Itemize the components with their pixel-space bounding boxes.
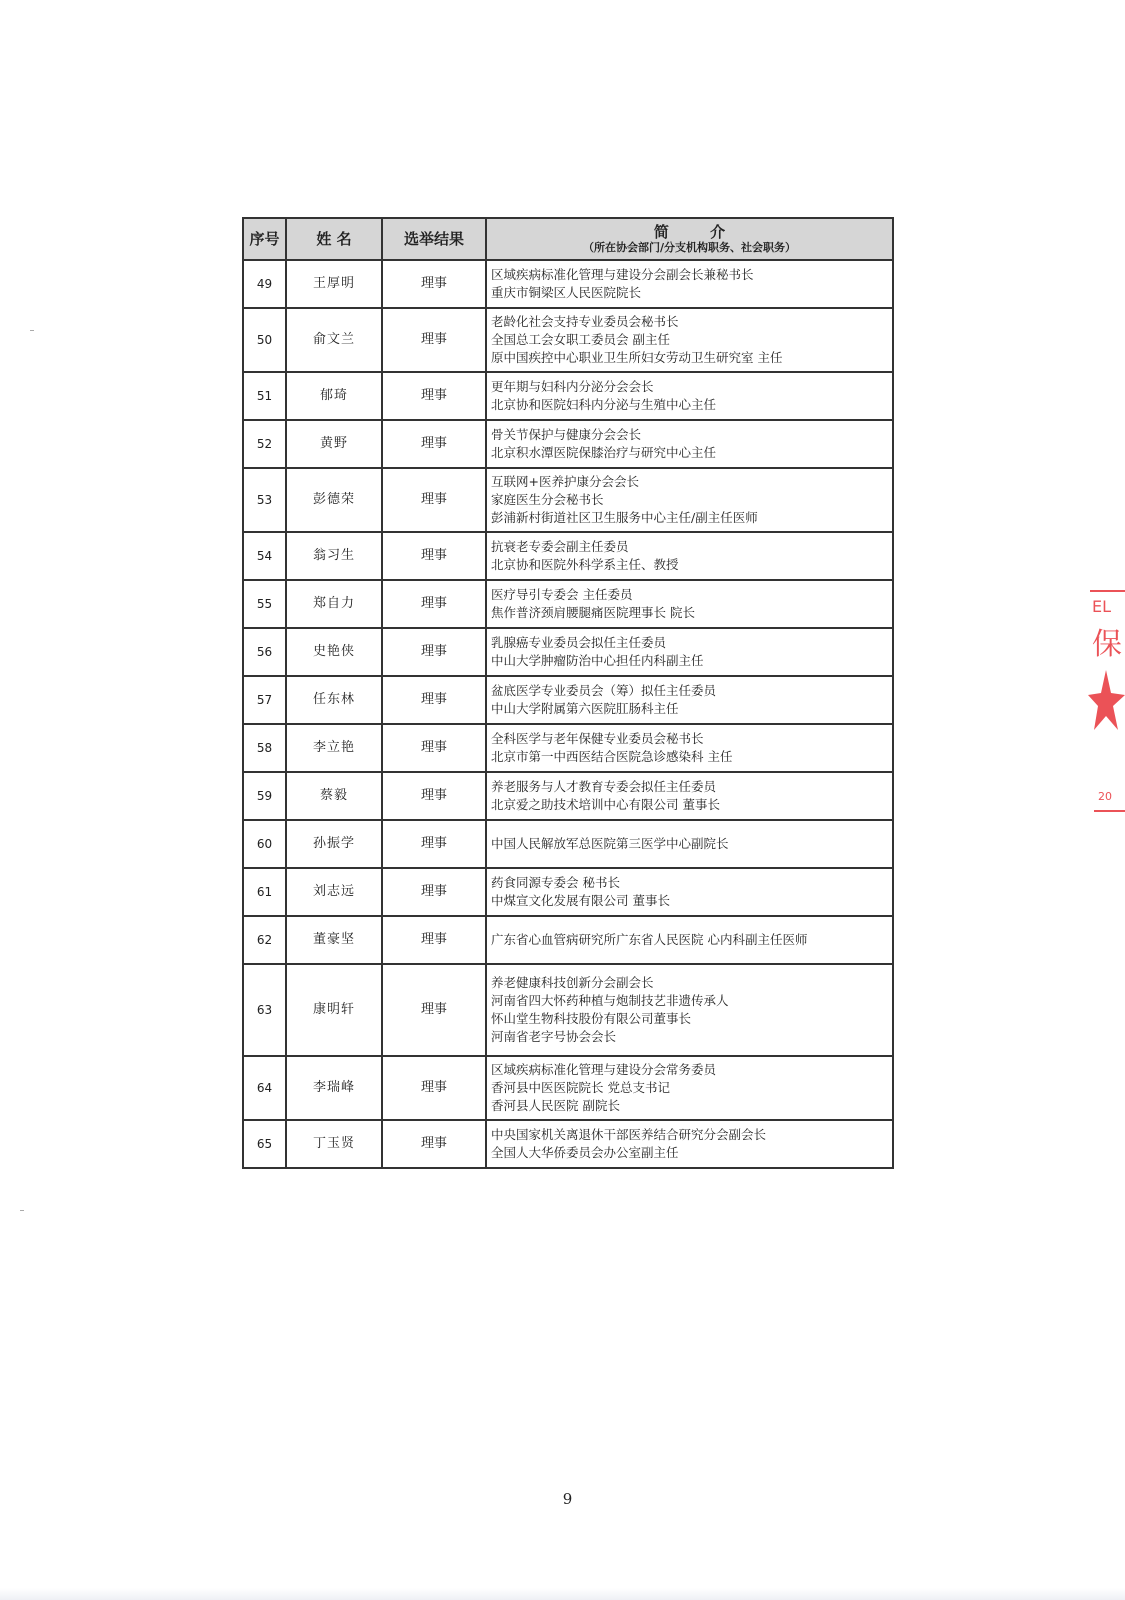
member-intro bbox=[486, 772, 893, 820]
member-name: 蔡毅 bbox=[286, 772, 382, 820]
election-result: 理事 bbox=[382, 964, 486, 1056]
table-row bbox=[243, 1120, 893, 1168]
election-result: 理事 bbox=[382, 260, 486, 308]
seal-character: 保 bbox=[1092, 627, 1122, 662]
scan-edge bbox=[0, 1588, 1125, 1600]
intro-line: 骨关节保护与健康分会会长 bbox=[491, 427, 642, 442]
intro-line: 全国总工会女职工委员会 副主任 bbox=[491, 332, 670, 347]
election-result: 理事 bbox=[382, 772, 486, 820]
intro-line: 重庆市铜梁区人民医院院长 bbox=[491, 285, 642, 300]
header-name: 姓 名 bbox=[286, 218, 382, 260]
election-result: 理事 bbox=[382, 372, 486, 420]
member-name: 刘志远 bbox=[286, 868, 382, 916]
intro-line: 家庭医生分会秘书长 bbox=[491, 492, 604, 507]
table-body bbox=[243, 260, 893, 1168]
member-name: 李立艳 bbox=[286, 724, 382, 772]
header-intro bbox=[486, 218, 893, 260]
table-row bbox=[243, 964, 893, 1056]
seal-year: 20 bbox=[1098, 790, 1112, 803]
table-row bbox=[243, 868, 893, 916]
row-number: 52 bbox=[243, 420, 286, 468]
header-result: 选举结果 bbox=[382, 218, 486, 260]
member-intro bbox=[486, 820, 893, 868]
intro-line: 抗衰老专委会副主任委员 bbox=[491, 539, 629, 554]
row-number: 51 bbox=[243, 372, 286, 420]
intro-line: 北京市第一中西医结合医院急诊感染科 主任 bbox=[491, 749, 733, 764]
table-row bbox=[243, 820, 893, 868]
election-result: 理事 bbox=[382, 1120, 486, 1168]
header-intro-sub: （所在协会部门/分支机构职务、社会职务） bbox=[582, 241, 797, 254]
seal-star-icon bbox=[1088, 670, 1125, 730]
table-row bbox=[243, 308, 893, 372]
row-number: 65 bbox=[243, 1120, 286, 1168]
table-row bbox=[243, 1056, 893, 1120]
row-number: 63 bbox=[243, 964, 286, 1056]
election-result: 理事 bbox=[382, 628, 486, 676]
intro-line: 药食同源专委会 秘书长 bbox=[491, 875, 620, 890]
member-name: 任东林 bbox=[286, 676, 382, 724]
row-number: 58 bbox=[243, 724, 286, 772]
member-intro bbox=[486, 260, 893, 308]
member-intro bbox=[486, 308, 893, 372]
seal-bottom-bar bbox=[1094, 810, 1125, 812]
election-result: 理事 bbox=[382, 532, 486, 580]
intro-line: 互联网+医养护康分会会长 bbox=[491, 474, 639, 489]
election-result: 理事 bbox=[382, 868, 486, 916]
member-intro bbox=[486, 676, 893, 724]
member-name: 彭德荣 bbox=[286, 468, 382, 532]
election-result: 理事 bbox=[382, 724, 486, 772]
intro-line: 原中国疾控中心职业卫生所妇女劳动卫生研究室 主任 bbox=[491, 350, 783, 365]
member-name: 郁琦 bbox=[286, 372, 382, 420]
member-name: 黄野 bbox=[286, 420, 382, 468]
table-row bbox=[243, 420, 893, 468]
table-row bbox=[243, 260, 893, 308]
intro-line: 香河县人民医院 副院长 bbox=[491, 1098, 620, 1113]
intro-line: 区域疾病标准化管理与建设分会常务委员 bbox=[491, 1062, 717, 1077]
red-seal-stamp bbox=[1088, 590, 1125, 830]
row-number: 50 bbox=[243, 308, 286, 372]
intro-line: 全国人大华侨委员会办公室副主任 bbox=[491, 1145, 679, 1160]
table-row bbox=[243, 468, 893, 532]
table-row bbox=[243, 628, 893, 676]
member-intro bbox=[486, 628, 893, 676]
table-row bbox=[243, 772, 893, 820]
member-name: 史艳侠 bbox=[286, 628, 382, 676]
row-number: 60 bbox=[243, 820, 286, 868]
member-intro bbox=[486, 420, 893, 468]
member-intro bbox=[486, 468, 893, 532]
intro-line: 北京协和医院妇科内分泌与生殖中心主任 bbox=[491, 397, 717, 412]
member-intro bbox=[486, 532, 893, 580]
intro-line: 盆底医学专业委员会（筹）拟任主任委员 bbox=[491, 683, 717, 698]
scan-speck bbox=[30, 330, 34, 331]
member-intro bbox=[486, 372, 893, 420]
election-result: 理事 bbox=[382, 916, 486, 964]
intro-line: 养老健康科技创新分会副会长 bbox=[491, 975, 654, 990]
election-result: 理事 bbox=[382, 468, 486, 532]
intro-line: 香河县中医医院院长 党总支书记 bbox=[491, 1080, 670, 1095]
election-result: 理事 bbox=[382, 1056, 486, 1120]
intro-line: 医疗导引专委会 主任委员 bbox=[491, 587, 633, 602]
election-result: 理事 bbox=[382, 420, 486, 468]
member-intro bbox=[486, 1056, 893, 1120]
member-name: 康明轩 bbox=[286, 964, 382, 1056]
row-number: 62 bbox=[243, 916, 286, 964]
intro-line: 北京协和医院外科学系主任、教授 bbox=[491, 557, 679, 572]
intro-line: 区域疾病标准化管理与建设分会副会长兼秘书长 bbox=[491, 267, 754, 282]
row-number: 55 bbox=[243, 580, 286, 628]
row-number: 49 bbox=[243, 260, 286, 308]
intro-line: 养老服务与人才教育专委会拟任主任委员 bbox=[491, 779, 717, 794]
intro-line: 北京积水潭医院保膝治疗与研究中心主任 bbox=[491, 445, 717, 460]
intro-line: 中煤宣文化发展有限公司 董事长 bbox=[491, 893, 670, 908]
election-result: 理事 bbox=[382, 308, 486, 372]
intro-line: 全科医学与老年保健专业委员会秘书长 bbox=[491, 731, 704, 746]
table-row bbox=[243, 916, 893, 964]
table-row bbox=[243, 724, 893, 772]
intro-line: 怀山堂生物科技股份有限公司董事长 bbox=[491, 1011, 692, 1026]
member-name: 丁玉贤 bbox=[286, 1120, 382, 1168]
member-name: 李瑞峰 bbox=[286, 1056, 382, 1120]
member-intro bbox=[486, 1120, 893, 1168]
table-header-row bbox=[243, 218, 893, 260]
council-member-table bbox=[242, 217, 894, 1169]
page-number: 9 bbox=[562, 1490, 573, 1508]
intro-line: 乳腺癌专业委员会拟任主任委员 bbox=[491, 635, 667, 650]
row-number: 54 bbox=[243, 532, 286, 580]
member-intro bbox=[486, 724, 893, 772]
member-name: 王厚明 bbox=[286, 260, 382, 308]
row-number: 61 bbox=[243, 868, 286, 916]
row-number: 57 bbox=[243, 676, 286, 724]
member-intro bbox=[486, 916, 893, 964]
row-number: 56 bbox=[243, 628, 286, 676]
member-intro bbox=[486, 964, 893, 1056]
intro-line: 更年期与妇科内分泌分会会长 bbox=[491, 379, 654, 394]
intro-line: 河南省四大怀药种植与炮制技艺非遗传承人 bbox=[491, 993, 729, 1008]
intro-line: 中国人民解放军总医院第三医学中心副院长 bbox=[491, 836, 729, 851]
election-result: 理事 bbox=[382, 820, 486, 868]
seal-top-bar bbox=[1090, 590, 1125, 592]
intro-line: 河南省老字号协会会长 bbox=[491, 1029, 617, 1044]
election-result: 理事 bbox=[382, 580, 486, 628]
scan-speck bbox=[20, 1210, 24, 1211]
member-name: 孙振学 bbox=[286, 820, 382, 868]
table-row bbox=[243, 372, 893, 420]
member-name: 董豪坚 bbox=[286, 916, 382, 964]
intro-line: 中央国家机关离退休干部医养结合研究分会副会长 bbox=[491, 1127, 767, 1142]
row-number: 64 bbox=[243, 1056, 286, 1120]
seal-letters: EL bbox=[1092, 597, 1112, 616]
table-row bbox=[243, 532, 893, 580]
table-row bbox=[243, 676, 893, 724]
member-name: 翁习生 bbox=[286, 532, 382, 580]
row-number: 59 bbox=[243, 772, 286, 820]
member-name: 郑自力 bbox=[286, 580, 382, 628]
intro-line: 彭浦新村街道社区卫生服务中心主任/副主任医师 bbox=[491, 510, 758, 525]
header-intro-main: 简 介 bbox=[653, 223, 744, 241]
member-name: 俞文兰 bbox=[286, 308, 382, 372]
intro-line: 中山大学肿瘤防治中心担任内科副主任 bbox=[491, 653, 704, 668]
intro-line: 北京爱之助技术培训中心有限公司 董事长 bbox=[491, 797, 720, 812]
intro-line: 老龄化社会支持专业委员会秘书长 bbox=[491, 314, 679, 329]
intro-line: 焦作普济颈肩腰腿痛医院理事长 院长 bbox=[491, 605, 695, 620]
member-intro bbox=[486, 580, 893, 628]
table-row bbox=[243, 580, 893, 628]
header-no: 序号 bbox=[243, 218, 286, 260]
election-result: 理事 bbox=[382, 676, 486, 724]
row-number: 53 bbox=[243, 468, 286, 532]
member-intro bbox=[486, 868, 893, 916]
intro-line: 中山大学附属第六医院肛肠科主任 bbox=[491, 701, 679, 716]
intro-line: 广东省心血管病研究所广东省人民医院 心内科副主任医师 bbox=[491, 932, 808, 947]
